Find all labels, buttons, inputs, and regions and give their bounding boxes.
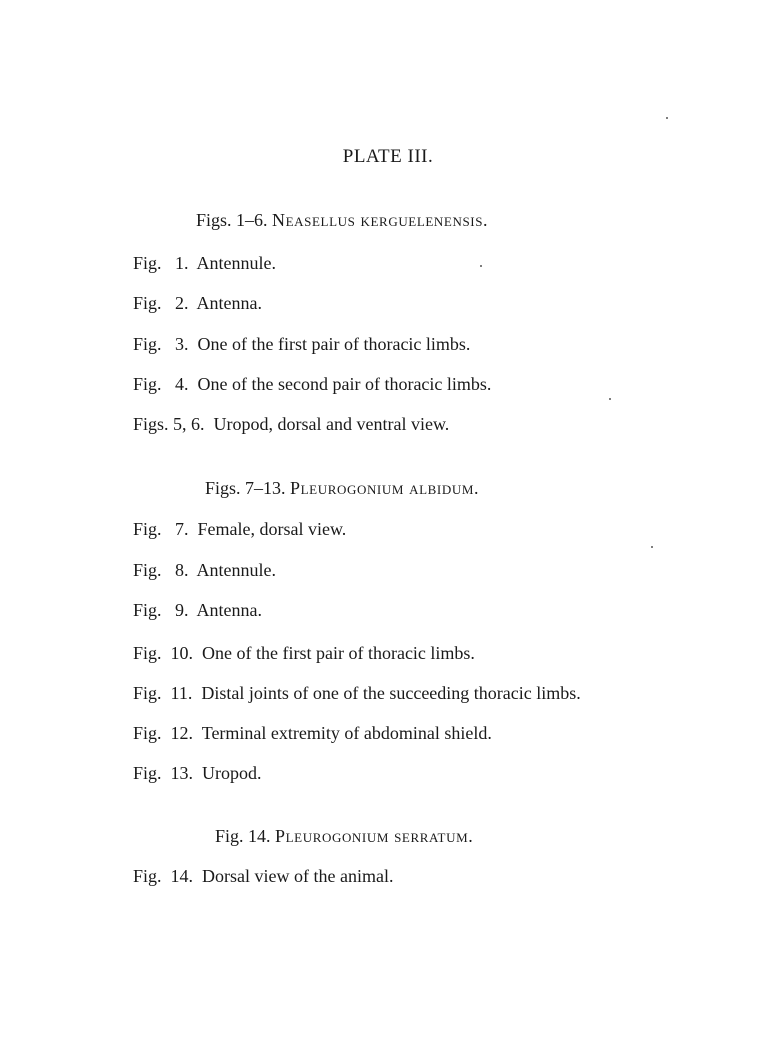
section-heading	[196, 210, 488, 231]
figure-entry	[133, 519, 346, 540]
figure-entry	[133, 374, 491, 395]
figure-entry	[133, 763, 262, 784]
figure-number: 11.	[170, 683, 193, 703]
figure-caption: One of the first pair of thoracic limbs.	[197, 334, 471, 354]
figure-label: Fig.	[133, 293, 162, 313]
section-heading	[215, 826, 473, 847]
figure-entry	[133, 600, 262, 621]
section-figure-range: Figs. 7–13.	[205, 478, 286, 498]
figure-label: Fig.	[133, 683, 162, 703]
page-title: PLATE III.	[342, 146, 434, 167]
figure-label: Fig.	[133, 334, 162, 354]
figure-label: Fig.	[133, 519, 162, 539]
figure-caption: Antenna.	[196, 293, 263, 313]
figure-entry	[133, 643, 475, 664]
figure-entry	[133, 253, 276, 274]
figure-label: Fig.	[133, 723, 162, 743]
section-figure-range: Fig. 14.	[215, 826, 271, 846]
figure-number: 9.	[175, 600, 189, 620]
section-figure-range: Figs. 1–6.	[196, 210, 268, 230]
figure-number: 10.	[170, 643, 194, 663]
speck-mark	[609, 398, 611, 400]
figure-number: 7.	[175, 519, 189, 539]
section-heading	[205, 478, 479, 499]
figure-entry	[133, 414, 449, 435]
figure-entry	[133, 560, 276, 581]
speck-mark	[480, 265, 482, 267]
figure-caption: Distal joints of one of the succeeding thoracic limbs.	[201, 683, 581, 703]
section-species-name: Pleurogonium albidum.	[290, 478, 480, 498]
figure-caption: Antennule.	[196, 560, 277, 580]
figure-number: 3.	[175, 334, 189, 354]
figure-caption: Uropod, dorsal and ventral view.	[213, 414, 450, 434]
figure-label: Fig.	[133, 560, 162, 580]
figure-caption: Terminal extremity of abdominal shield.	[201, 723, 492, 743]
figure-caption: One of the second pair of thoracic limbs.	[197, 374, 492, 394]
speck-mark	[651, 546, 653, 548]
section-species-name: Pleurogonium serratum.	[275, 826, 474, 846]
figure-number: 5, 6.	[173, 414, 205, 434]
figure-caption: Uropod.	[202, 763, 262, 783]
figure-number: 12.	[170, 723, 194, 743]
figure-entry	[133, 334, 470, 355]
figure-caption: One of the first pair of thoracic limbs.	[202, 643, 475, 663]
figure-number: 2.	[175, 293, 189, 313]
figure-caption: Antennule.	[196, 253, 277, 273]
figure-label: Fig.	[133, 253, 162, 273]
figure-caption: Antenna.	[196, 600, 263, 620]
figure-number: 4.	[175, 374, 189, 394]
figure-number: 14.	[170, 866, 194, 886]
figure-label: Fig.	[133, 643, 162, 663]
figure-number: 13.	[170, 763, 194, 783]
section-species-name: Neasellus kerguelenensis.	[272, 210, 489, 230]
speck-mark	[666, 117, 668, 119]
figure-entry	[133, 683, 581, 704]
figure-entry	[133, 866, 393, 887]
figure-label: Fig.	[133, 374, 162, 394]
figure-label: Fig.	[133, 600, 162, 620]
figure-number: 8.	[175, 560, 189, 580]
figure-entry	[133, 723, 492, 744]
figure-label: Fig.	[133, 763, 162, 783]
figure-label: Figs.	[133, 414, 169, 434]
figure-caption: Female, dorsal view.	[197, 519, 347, 539]
figure-label: Fig.	[133, 866, 162, 886]
figure-entry	[133, 293, 262, 314]
figure-caption: Dorsal view of the animal.	[202, 866, 394, 886]
figure-number: 1.	[175, 253, 189, 273]
